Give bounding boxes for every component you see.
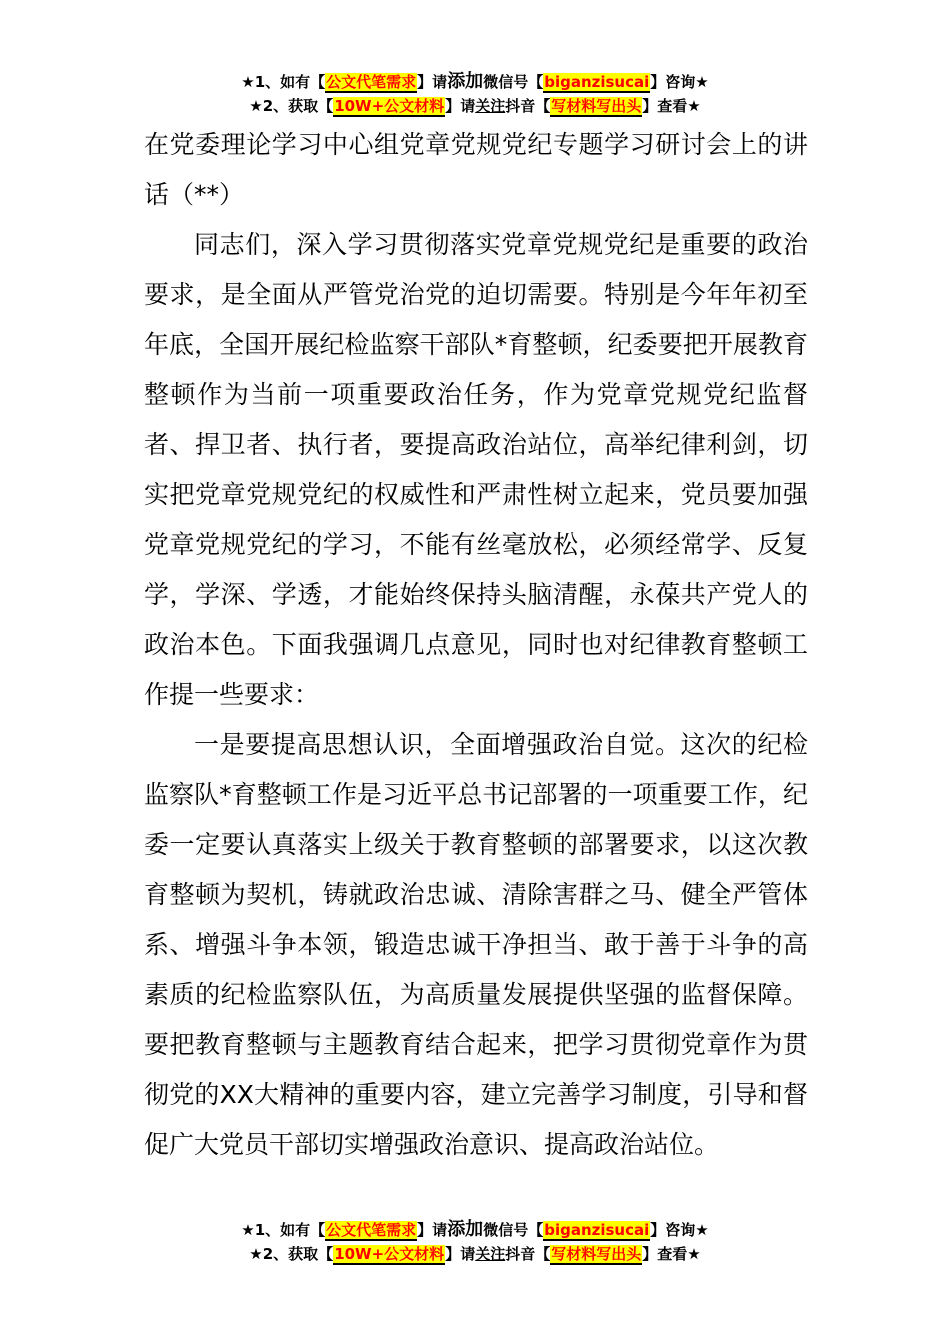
promo-text: 】咨询★: [650, 1221, 709, 1239]
promo-text: ★2、获取【: [249, 97, 334, 115]
promo-text: 】请: [445, 97, 476, 115]
promo-douyin-id: 写材料写出头: [551, 1245, 642, 1263]
promo-line-2: [0, 1242, 950, 1266]
promo-highlight: 公文代笔需求: [326, 1221, 417, 1239]
promo-text: 】请: [445, 1245, 476, 1263]
promo-line-1: [0, 70, 950, 94]
promo-text: ★2、获取【: [249, 1245, 334, 1263]
promo-banner-top: [0, 70, 950, 118]
promo-text: 】请: [417, 73, 448, 91]
promo-wechat-id: biganzisucai: [544, 1221, 650, 1239]
promo-text: 抖音【: [505, 1245, 551, 1263]
promo-banner-bottom: [0, 1218, 950, 1266]
promo-emphasis: 关注: [475, 1245, 506, 1263]
promo-wechat-id: biganzisucai: [544, 73, 650, 91]
promo-text: ★1、如有【: [241, 73, 326, 91]
promo-highlight: 10W+公文材料: [334, 97, 445, 115]
promo-text: 微信号【: [483, 1221, 544, 1239]
promo-text: 】查看★: [642, 97, 701, 115]
promo-text: 】咨询★: [650, 73, 709, 91]
document-title: 在党委理论学习中心组党章党规党纪专题学习研讨会上的讲话（**）: [144, 130, 808, 209]
promo-emphasis: 添加: [447, 1219, 484, 1240]
promo-emphasis: 添加: [447, 71, 484, 92]
promo-text: 】查看★: [642, 1245, 701, 1263]
promo-highlight: 公文代笔需求: [326, 73, 417, 91]
promo-text: 微信号【: [483, 73, 544, 91]
promo-emphasis: 关注: [475, 97, 506, 115]
promo-highlight: 10W+公文材料: [334, 1245, 445, 1263]
promo-line-1: [0, 1218, 950, 1242]
document-body: [144, 120, 808, 1170]
promo-text: 抖音【: [505, 97, 551, 115]
promo-text: 】请: [417, 1221, 448, 1239]
paragraph-point-one: 一是要提高思想认识，全面增强政治自觉。这次的纪检监察队*育整顿工作是习近平总书记部署的一项重要工作，纪委一定要认真落实上级关于教育整顿的部署要求，以这次教育整顿为契机，铸就政治忠诚、清除害群之马、健全严管体系、增强斗争本领，锻造忠诚干净担当、敢于善于斗争的高素质的纪检监察队伍，为高质量发展提供坚强的监督保障。要把教育整顿与主题教育结合起来，把学习贯彻党章作为贯彻党的XX大精神的重要内容，建立完善学习制度，引导和督促广大党员干部切实增强政治意识、提高政治站位。: [144, 730, 808, 1159]
promo-douyin-id: 写材料写出头: [551, 97, 642, 115]
promo-text: ★1、如有【: [241, 1221, 326, 1239]
promo-line-2: [0, 94, 950, 118]
paragraph-intro: 同志们，深入学习贯彻落实党章党规党纪是重要的政治要求，是全面从严管党治党的迫切需要。特别是今年年初至年底，全国开展纪检监察干部队*育整顿，纪委要把开展教育整顿作为当前一项重要政治任务，作为党章党规党纪监督者、捍卫者、执行者，要提高政治站位，高举纪律利剑，切实把党章党规党纪的权威性和严肃性树立起来，党员要加强党章党规党纪的学习，不能有丝毫放松，必须经常学、反复学，学深、学透，才能始终保持头脑清醒，永葆共产党人的政治本色。下面我强调几点意见，同时也对纪律教育整顿工作提一些要求：: [144, 230, 808, 709]
